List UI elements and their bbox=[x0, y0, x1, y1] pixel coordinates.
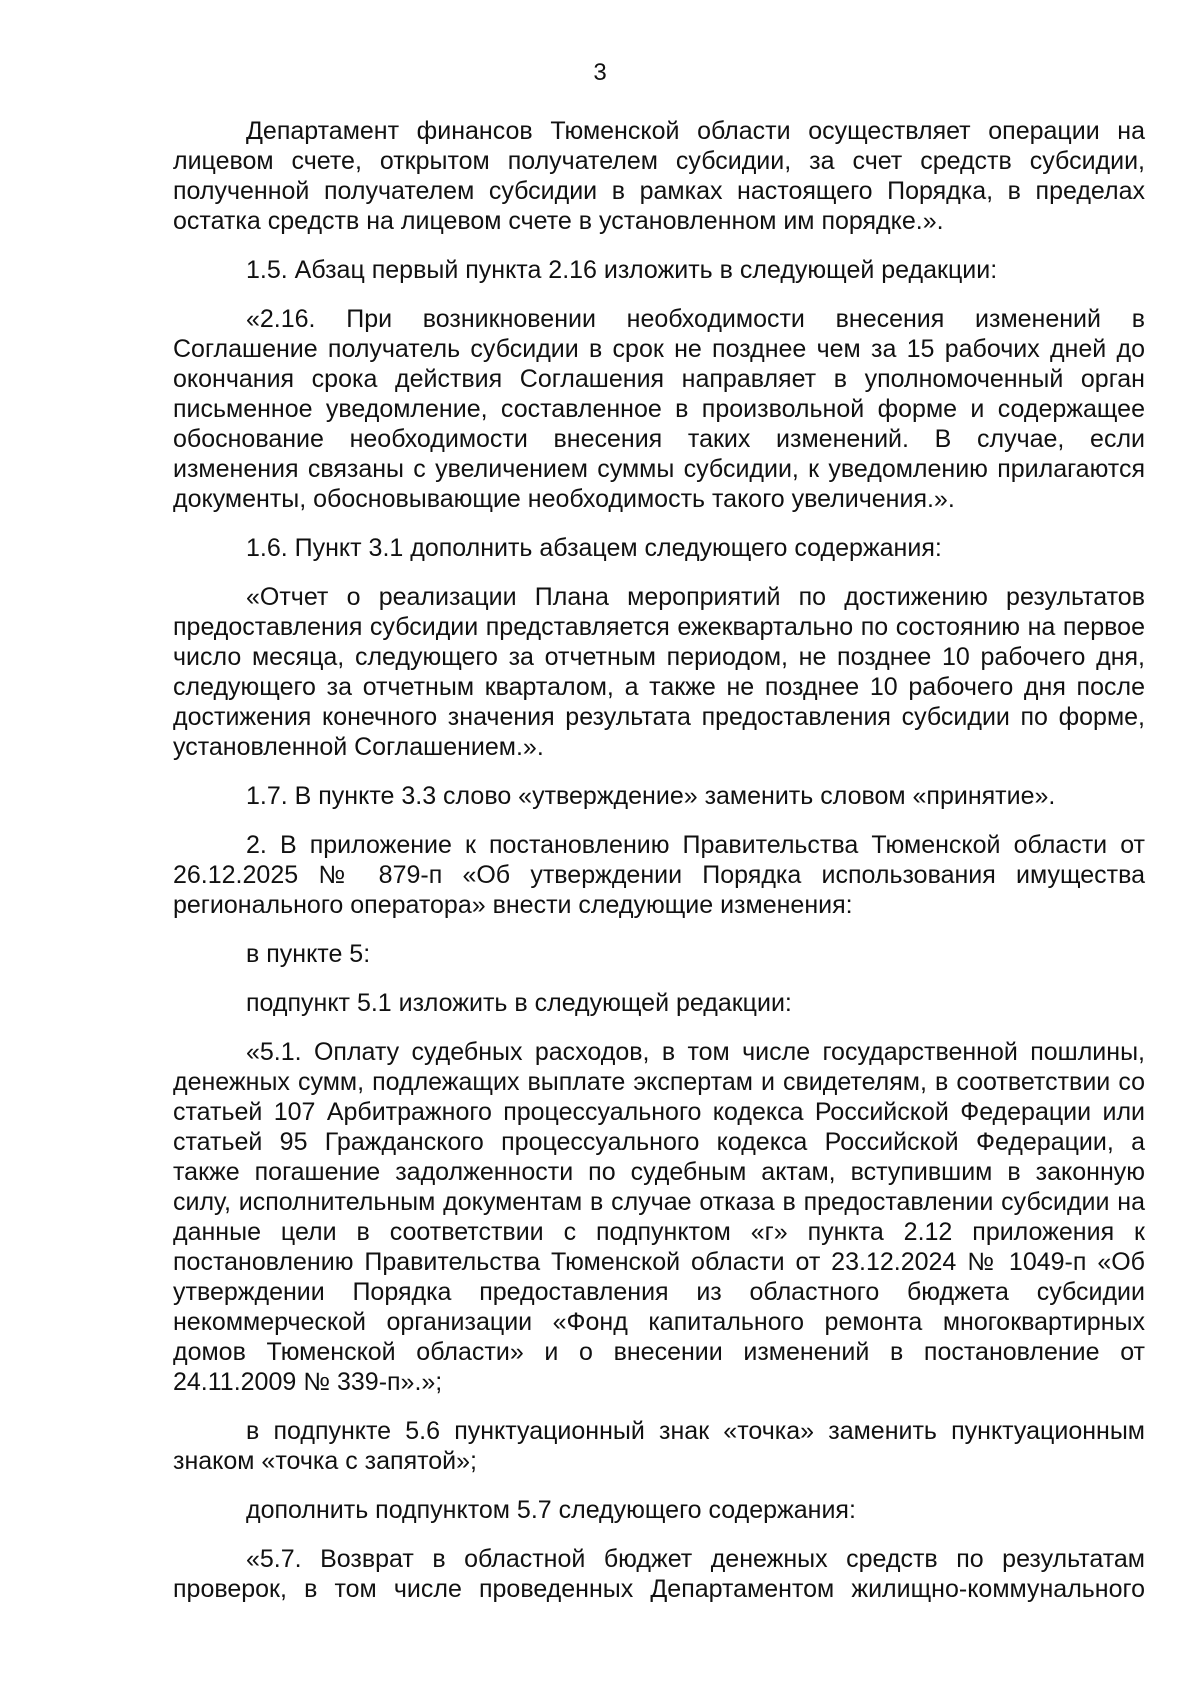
document-body bbox=[173, 116, 1145, 1604]
paragraph-finance-department: Департамент финансов Тюменской области осуществляет операции на лицевом счете, открытом получателем субсидии, за счет средств субсидии, полученной получателем субсидии в рамках настоящего Порядка, в пределах остатка средств на лицевом счете в установленном им порядке.». bbox=[173, 117, 1145, 235]
paragraph-subpoint-5-7-intro: дополнить подпунктом 5.7 следующего содержания: bbox=[246, 1496, 856, 1524]
paragraph-5-7-text: «5.7. Возврат в областной бюджет денежных средств по результатам проверок, в том числе проведенных Департаментом жилищно-коммунального bbox=[173, 1545, 1145, 1603]
paragraph-1-6: 1.6. Пункт 3.1 дополнить абзацем следующего содержания: bbox=[246, 534, 942, 562]
paragraph-subpoint-5-1-intro: подпункт 5.1 изложить в следующей редакции: bbox=[246, 989, 792, 1017]
paragraph-point-5: в пункте 5: bbox=[246, 940, 371, 968]
paragraph-1-5: 1.5. Абзац первый пункта 2.16 изложить в следующей редакции: bbox=[246, 256, 998, 284]
paragraph-1-7: 1.7. В пункте 3.3 слово «утверждение» заменить словом «принятие». bbox=[246, 782, 1056, 810]
page-number: 3 bbox=[593, 59, 607, 86]
paragraph-5-1-text: «5.1. Оплату судебных расходов, в том числе государственной пошлины, денежных сумм, подлежащих выплате экспертам и свидетелям, в соответствии со статьей 107 Арбитражного процессуального кодекса Российской Федерации или статьей 95 Гражданского процессуального кодекса Российской Федерации, а также погашение задолженности по судебным актам, вступившим в законную силу, исполнительным документам в случае отказа в предоставлении субсидии на данные цели в соответствии с подпунктом «г» пункта 2.12 приложения к постановлению Правительства Тюменской области от 23.12.2024 № 1049-п «Об утверждении Порядка предоставления из областного бюджета субсидии некоммерческой организации «Фонд капитального ремонта многоквартирных домов Тюменской области» и о внесении изменений в постановление от 24.11.2009 № 339-п».»; bbox=[173, 1038, 1145, 1396]
paragraph-subpoint-5-6: в подпункте 5.6 пунктуационный знак «точка» заменить пунктуационным знаком «точка с запятой»; bbox=[173, 1417, 1145, 1475]
paragraph-report-text: «Отчет о реализации Плана мероприятий по достижению результатов предоставления субсидии представляется ежеквартально по состоянию на первое число месяца, следующего за отчетным периодом, не позднее 10 рабочего дня, следующего за отчетным кварталом, а также не позднее 10 рабочего дня после достижения конечного значения результата предоставления субсидии по форме, установленной Соглашением.». bbox=[173, 583, 1145, 761]
paragraph-2: 2. В приложение к постановлению Правительства Тюменской области от 26.12.2025 № 879-п «Об утверждении Порядка использования имущества регионального оператора» внести следующие изменения: bbox=[173, 831, 1145, 919]
paragraph-2-16-text: «2.16. При возникновении необходимости внесения изменений в Соглашение получатель субсидии в срок не позднее чем за 15 рабочих дней до окончания срока действия Соглашения направляет в уполномоченный орган письменное уведомление, составленное в произвольной форме и содержащее обоснование необходимости внесения таких изменений. В случае, если изменения связаны с увеличением суммы субсидии, к уведомлению прилагаются документы, обосновывающие необходимость такого увеличения.». bbox=[173, 305, 1145, 513]
